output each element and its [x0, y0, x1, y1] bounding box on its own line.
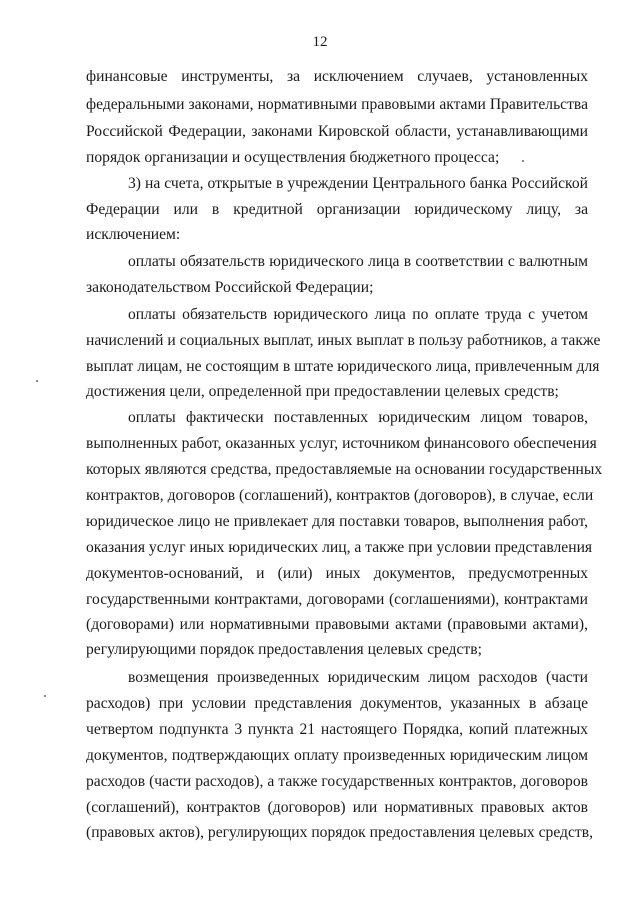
text-line: расходов (части расходов), а также государственных контрактов, договоров: [86, 773, 588, 790]
text-line: федеральными законами, нормативными правовыми актами Правительства: [86, 96, 588, 113]
text-line: которых являются средства, предоставляемые на основании государственных: [86, 461, 603, 478]
text-line: Российской Федерации, законами Кировской области, устанавливающими: [86, 123, 588, 140]
text-line: (договорами) или нормативными правовыми актами (правовыми актами),: [86, 616, 588, 633]
text-line: государственными контрактами, договорами (соглашениями), контрактами: [86, 591, 588, 608]
text-line: законодательством Российской Федерации;: [86, 279, 374, 296]
text-line: юридическое лицо не привлекает для поставки товаров, выполнения работ,: [86, 513, 588, 530]
text-line: исключением:: [86, 226, 181, 243]
text-line: порядок организации и осуществления бюджетного процесса;: [86, 149, 500, 166]
text-line: оказания услуг иных юридических лиц, а также при условии представления: [86, 539, 593, 556]
scan-speck: [44, 695, 46, 697]
text-line: документов, подтверждающих оплату произведенных юридическим лицом: [86, 747, 588, 764]
text-line: Федерации или в кредитной организации юридическому лицу, за: [86, 201, 588, 218]
text-line: возмещения произведенных юридическим лицом расходов (части: [128, 669, 588, 686]
text-line: финансовые инструменты, за исключением случаев, установленных: [86, 68, 588, 85]
text-line: (правовых актов), регулирующих порядок предоставления целевых средств,: [86, 824, 593, 841]
text-line: выполненных работ, оказанных услуг, источником финансового обеспечения: [86, 435, 597, 452]
scan-speck: [522, 160, 524, 162]
text-line: оплаты обязательств юридического лица по оплате труда с учетом: [128, 306, 588, 323]
text-line: выплат лицам, не состоящим в штате юридического лица, привлеченным для: [86, 358, 600, 375]
text-line: расходов) при условии представления документов, указанных в абзаце: [86, 695, 588, 712]
text-line: оплаты обязательств юридического лица в соответствии с валютным: [128, 253, 588, 270]
text-line: достижения цели, определенной при предоставлении целевых средств;: [86, 383, 559, 400]
scan-speck: [36, 380, 38, 382]
text-line: оплаты фактически поставленных юридическим лицом товаров,: [128, 409, 588, 426]
text-line: регулирующими порядок предоставления целевых средств;: [86, 641, 482, 658]
text-line: четвертом подпункта 3 пункта 21 настоящего Порядка, копий платежных: [86, 721, 588, 738]
page-number: 12: [312, 34, 328, 50]
text-line: 3) на счета, открытые в учреждении Центрального банка Российской: [128, 175, 588, 192]
text-line: (соглашений), контрактов (договоров) или нормативных правовых актов: [86, 799, 588, 816]
text-line: контрактов, договоров (соглашений), контрактов (договоров), в случае, если: [86, 487, 594, 504]
text-line: документов-оснований, и (или) иных документов, предусмотренных: [86, 565, 588, 582]
text-line: начислений и социальных выплат, иных выплат в пользу работников, а также: [86, 332, 601, 349]
